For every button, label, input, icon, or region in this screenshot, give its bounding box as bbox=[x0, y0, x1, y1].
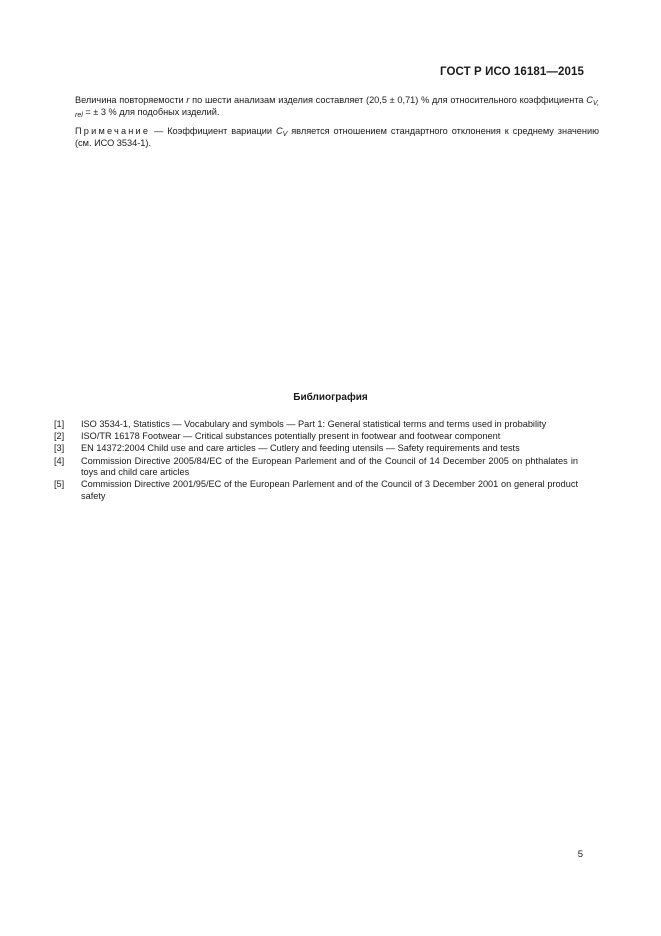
note-text-a: — Коэффициент вариации bbox=[150, 126, 276, 136]
bibliography-item bbox=[54, 419, 578, 431]
para1-text-a: Величина повторяемости bbox=[75, 95, 187, 105]
note-paragraph bbox=[59, 125, 599, 150]
variable-c-subscript: V, rel bbox=[75, 100, 599, 120]
bibliography-item-text: Commission Directive 2001/95/EC of the European Parlement and of the Council of 3 December 2001 on general product safety bbox=[81, 479, 578, 501]
note-text-b: является отношением стандартного отклонения к среднему значению (см. ИСО 3534-1). bbox=[75, 126, 599, 149]
bibliography-item-number: [2] bbox=[54, 431, 65, 442]
standard-code-header: ГОСТ Р ИСО 16181—2015 bbox=[439, 66, 584, 78]
page-number: 5 bbox=[577, 849, 583, 860]
note-label: Примечание bbox=[75, 126, 151, 136]
repeatability-paragraph bbox=[59, 94, 599, 119]
note-variable-c-subscript: V bbox=[282, 131, 288, 138]
bibliography-item bbox=[54, 456, 578, 479]
note-variable-c: C bbox=[275, 126, 283, 136]
para1-text-b: по шести анализам изделия составляет (20,5 ± 0,71) % для относительного коэффициента bbox=[189, 95, 587, 105]
bibliography-item-text: EN 14372:2004 Child use and care articles — Cutlery and feeding utensils — Safety requirements and tests bbox=[81, 443, 520, 454]
bibliography-item-text: ISO 3534-1, Statistics — Vocabulary and symbols — Part 1: General statistical terms and terms used in probability bbox=[81, 419, 547, 429]
bibliography-title: Библиография bbox=[293, 392, 368, 403]
variable-c: C bbox=[586, 95, 593, 105]
bibliography-item bbox=[54, 479, 578, 502]
variable-r: r bbox=[186, 95, 190, 105]
bibliography-item bbox=[54, 443, 578, 455]
bibliography-list bbox=[54, 419, 578, 503]
bibliography-item-number: [1] bbox=[54, 419, 65, 429]
bibliography-item bbox=[54, 431, 578, 443]
bibliography-item-text: Commission Directive 2005/84/EC of the European Parlement and of the Council of 14 December 2005 on phthalates in toys and child care articles bbox=[81, 455, 578, 478]
bibliography-item-number: [3] bbox=[54, 443, 65, 454]
bibliography-item-text: ISO/TR 16178 Footwear — Critical substances potentially present in footwear and footwear component bbox=[81, 431, 501, 442]
para1-text-c: = ± 3 % для подобных изделий. bbox=[82, 107, 220, 118]
bibliography-item-number: [5] bbox=[54, 479, 65, 490]
bibliography-item-number: [4] bbox=[54, 455, 65, 466]
